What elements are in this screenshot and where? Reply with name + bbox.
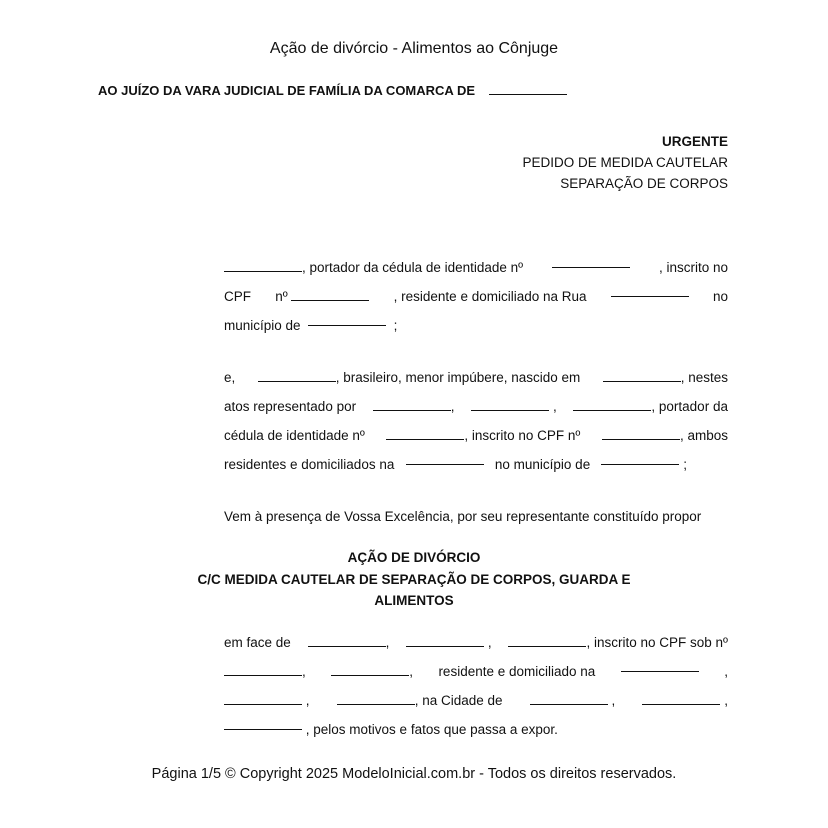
state-blank	[642, 690, 720, 705]
text-span: atos representado por	[224, 399, 357, 414]
id-blank	[386, 425, 464, 440]
text-span: CPF	[224, 289, 251, 304]
marital-status-blank	[508, 632, 586, 647]
text-span: ,	[385, 635, 390, 650]
text-line	[224, 502, 728, 531]
text-span: , nestes	[680, 370, 728, 385]
text-span: ,	[450, 399, 455, 414]
text-span: em face de	[224, 635, 291, 650]
heading-line: ALIMENTOS	[374, 593, 454, 608]
text-span: , inscrito no	[658, 260, 728, 275]
name-blank	[224, 257, 302, 272]
text-line	[224, 686, 728, 715]
urgent-label: URGENTE	[661, 134, 728, 149]
request-type-line: SEPARAÇÃO DE CORPOS	[560, 176, 728, 191]
text-span: , na Cidade de	[414, 693, 503, 708]
defendant-name-blank	[308, 632, 386, 647]
court-address-text: AO JUÍZO DA VARA JUDICIAL DE FAMÍLIA DA COMARCA DE	[98, 83, 476, 98]
request-type-line: PEDIDO DE MEDIDA CAUTELAR	[522, 155, 728, 170]
text-span: ,	[552, 399, 557, 414]
minor-qualification	[224, 363, 728, 479]
text-span: município de	[224, 318, 301, 333]
text-line	[224, 282, 728, 311]
text-line	[224, 363, 728, 392]
district-blank	[337, 690, 415, 705]
request-intro	[224, 502, 728, 531]
text-span: residente e domiciliado na	[438, 664, 596, 679]
request-type-block	[522, 131, 728, 194]
nationality-blank	[406, 632, 484, 647]
text-span: ;	[683, 457, 687, 472]
text-line	[224, 715, 728, 744]
text-line	[224, 421, 728, 450]
cpf-blank	[291, 286, 369, 301]
cpf-blank	[602, 425, 680, 440]
marital-status-blank	[573, 396, 651, 411]
text-span: Vem à presença de Vossa Excelência, por seu representante constituído propor	[224, 509, 702, 524]
text-span: ;	[393, 318, 398, 333]
text-span: ,	[724, 664, 728, 679]
nationality-blank	[471, 396, 549, 411]
text-line	[224, 253, 728, 282]
text-span: , pelos motivos e fatos que passa a expor.	[305, 722, 558, 737]
text-line	[224, 450, 728, 479]
text-span: , residente e domiciliado na Rua	[393, 289, 587, 304]
street-blank	[611, 282, 689, 297]
text-line	[224, 628, 728, 657]
text-span: , ambos	[679, 428, 728, 443]
text-span: nº	[275, 289, 288, 304]
text-span: , inscrito no CPF sob nº	[586, 635, 728, 650]
text-line	[224, 311, 728, 340]
text-span: , brasileiro, menor impúbere, nascido em	[335, 370, 581, 385]
text-span: no município de	[494, 457, 591, 472]
city-blank	[308, 311, 386, 326]
text-span: ,	[409, 664, 413, 679]
city-blank	[601, 450, 679, 465]
document-title: Ação de divórcio - Alimentos ao Cônjuge	[269, 40, 559, 57]
heading-line: C/C MEDIDA CAUTELAR DE SEPARAÇÃO DE CORPOS, GUARDA E	[197, 571, 631, 587]
court-address-line	[98, 81, 567, 98]
text-line	[224, 392, 728, 421]
text-span: ,	[487, 635, 492, 650]
text-span: e,	[224, 370, 236, 385]
text-span: , portador da	[651, 399, 728, 414]
text-span: residentes e domiciliados na	[224, 457, 395, 472]
city-blank	[530, 690, 608, 705]
id-blank	[552, 253, 630, 268]
birthdate-blank	[603, 367, 681, 382]
text-span: ,	[724, 693, 728, 708]
heading-line: AÇÃO DE DIVÓRCIO	[347, 550, 481, 565]
text-span: ,	[302, 664, 306, 679]
text-span: , inscrito no CPF nº	[464, 428, 581, 443]
name-blank	[258, 367, 336, 382]
plaintiff-qualification	[224, 253, 728, 340]
number-blank	[224, 690, 302, 705]
page-footer: Página 1/5 © Copyright 2025 ModeloInicial.com.br - Todos os direitos reservados.	[151, 766, 677, 782]
representative-blank	[373, 396, 451, 411]
comarca-blank	[489, 81, 567, 95]
text-span: no	[712, 289, 728, 304]
defendant-qualification	[224, 628, 728, 744]
text-span: ,	[305, 693, 310, 708]
text-line	[224, 657, 728, 686]
text-span: cédula de identidade nº	[224, 428, 365, 443]
action-heading	[0, 547, 828, 612]
profession-blank	[331, 661, 409, 676]
text-span: ,	[611, 693, 616, 708]
address-blank	[621, 657, 699, 672]
address-blank	[406, 450, 484, 465]
zip-blank	[224, 715, 302, 730]
cpf-blank	[224, 661, 302, 676]
text-span: , portador da cédula de identidade nº	[302, 260, 524, 275]
